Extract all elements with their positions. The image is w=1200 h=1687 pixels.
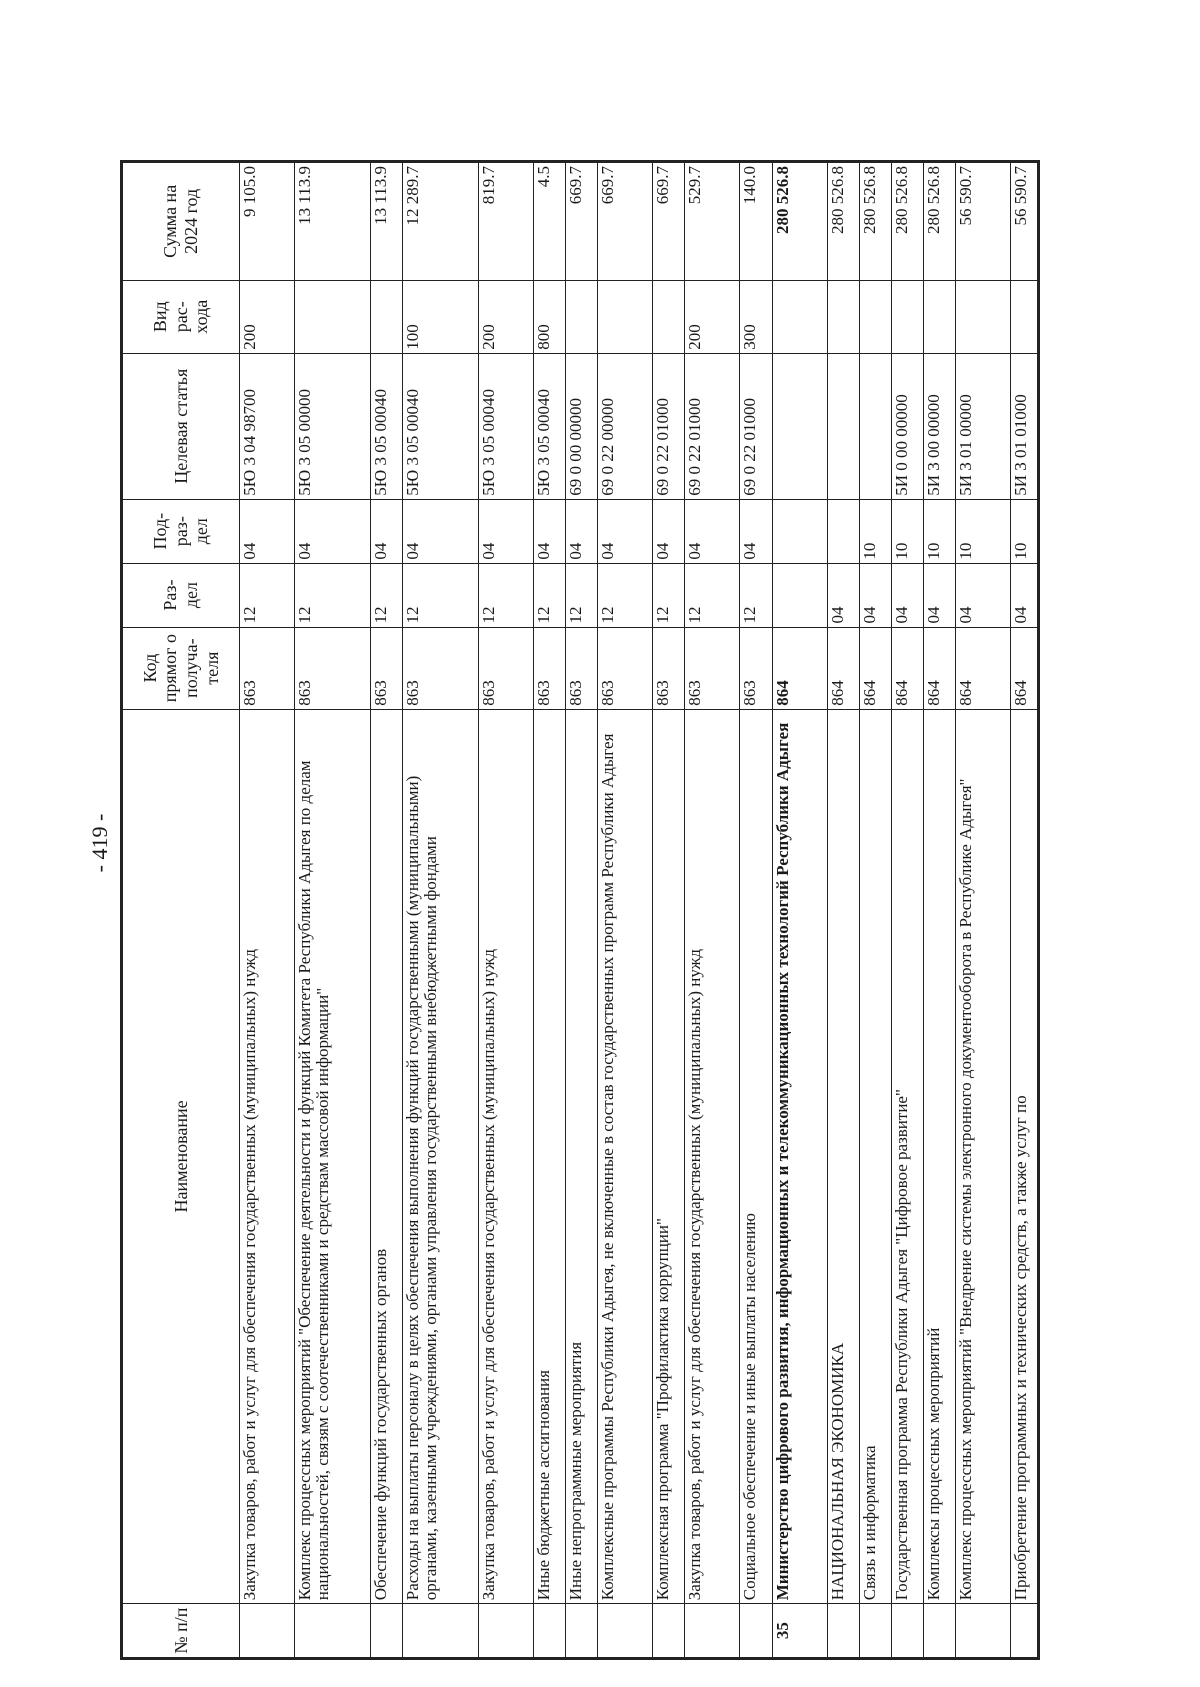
row-sum: 280 526.8	[827, 162, 859, 281]
row-number	[598, 1604, 653, 1659]
row-target-article: 5Ю 3 04 98700	[240, 353, 295, 499]
row-number	[240, 1604, 295, 1659]
table-row	[740, 162, 772, 1659]
table-header-row	[122, 162, 240, 1659]
row-target-article	[827, 353, 859, 499]
header-name: Наименование	[122, 709, 240, 1604]
header-sum: Сумма на 2024 год	[122, 162, 240, 281]
table-row	[240, 162, 295, 1659]
row-number: 35	[772, 1604, 827, 1659]
row-expense-type: 300	[740, 280, 772, 353]
row-section	[772, 563, 827, 627]
row-name: Комплексная программа "Профилактика коррупции"	[653, 709, 685, 1604]
row-expense-type	[295, 280, 371, 353]
row-subsection: 10	[1011, 499, 1039, 563]
table-row	[403, 162, 479, 1659]
row-recipient-code: 863	[370, 627, 402, 709]
row-sum: 4.5	[533, 162, 565, 281]
row-subsection: 04	[598, 499, 653, 563]
row-target-article: 5Ю 3 05 00040	[478, 353, 533, 499]
row-subsection: 10	[924, 499, 956, 563]
row-subsection: 04	[653, 499, 685, 563]
row-section: 04	[956, 563, 1011, 627]
row-recipient-code: 863	[740, 627, 772, 709]
row-name: Комплекс процессных мероприятий "Внедрение системы электронного документооборота в Республике Адыгея"	[956, 709, 1011, 1604]
budget-table-frame	[120, 160, 1040, 1660]
row-expense-type	[653, 280, 685, 353]
row-section: 12	[240, 563, 295, 627]
row-number	[924, 1604, 956, 1659]
row-target-article: 69 0 22 00000	[598, 353, 653, 499]
row-expense-type	[891, 280, 923, 353]
row-name: Иные бюджетные ассигнования	[533, 709, 565, 1604]
row-number	[478, 1604, 533, 1659]
row-section: 12	[533, 563, 565, 627]
row-sum: 12 289.7	[403, 162, 479, 281]
row-expense-type	[1011, 280, 1039, 353]
row-target-article	[772, 353, 827, 499]
row-recipient-code: 863	[295, 627, 371, 709]
table-row	[924, 162, 956, 1659]
row-sum: 669.7	[566, 162, 598, 281]
row-subsection: 10	[891, 499, 923, 563]
row-expense-type: 200	[478, 280, 533, 353]
row-sum: 819.7	[478, 162, 533, 281]
row-recipient-code: 864	[772, 627, 827, 709]
row-subsection	[827, 499, 859, 563]
row-sum: 56 590.7	[1011, 162, 1039, 281]
row-number	[685, 1604, 740, 1659]
row-expense-type	[772, 280, 827, 353]
row-target-article: 5И 3 01 00000	[956, 353, 1011, 499]
row-recipient-code: 863	[685, 627, 740, 709]
row-section: 04	[891, 563, 923, 627]
table-row	[956, 162, 1011, 1659]
row-name: Обеспечение функций государственных органов	[370, 709, 402, 1604]
row-section: 04	[924, 563, 956, 627]
row-sum: 280 526.8	[859, 162, 891, 281]
table-row	[598, 162, 653, 1659]
row-sum: 56 590.7	[956, 162, 1011, 281]
row-number	[956, 1604, 1011, 1659]
row-section: 12	[740, 563, 772, 627]
row-recipient-code: 863	[240, 627, 295, 709]
row-expense-type	[827, 280, 859, 353]
row-number	[403, 1604, 479, 1659]
row-subsection: 04	[403, 499, 479, 563]
row-section: 12	[598, 563, 653, 627]
row-sum: 280 526.8	[924, 162, 956, 281]
table-row	[370, 162, 402, 1659]
row-sum: 13 113.9	[370, 162, 402, 281]
row-name: Приобретение программных и технических средств, а также услуг по	[1011, 709, 1039, 1604]
row-section: 12	[653, 563, 685, 627]
row-subsection: 10	[859, 499, 891, 563]
header-target: Целевая статья	[122, 353, 240, 499]
row-section: 04	[1011, 563, 1039, 627]
row-recipient-code: 864	[891, 627, 923, 709]
row-target-article: 69 0 00 00000	[566, 353, 598, 499]
row-subsection: 04	[533, 499, 565, 563]
row-expense-type: 200	[240, 280, 295, 353]
row-number	[566, 1604, 598, 1659]
row-expense-type: 800	[533, 280, 565, 353]
row-section: 04	[827, 563, 859, 627]
row-sum: 9 105.0	[240, 162, 295, 281]
row-target-article: 5Ю 3 05 00040	[370, 353, 402, 499]
row-subsection: 04	[240, 499, 295, 563]
row-name: Комплексные программы Республики Адыгея, не включенные в состав государственных программ Республики Адыгея	[598, 709, 653, 1604]
row-number	[533, 1604, 565, 1659]
table-row	[478, 162, 533, 1659]
row-section: 12	[295, 563, 371, 627]
row-subsection	[772, 499, 827, 563]
header-subsection: Под- раз- дел	[122, 499, 240, 563]
row-target-article: 69 0 22 01000	[685, 353, 740, 499]
row-number	[891, 1604, 923, 1659]
header-section: Раз- дел	[122, 563, 240, 627]
row-target-article: 5Ю 3 05 00000	[295, 353, 371, 499]
row-sum: 140.0	[740, 162, 772, 281]
table-row	[772, 162, 827, 1659]
table-row	[685, 162, 740, 1659]
row-name: Закупка товаров, работ и услуг для обеспечения государственных (муниципальных) нужд	[240, 709, 295, 1604]
row-name: Закупка товаров, работ и услуг для обеспечения государственных (муниципальных) нужд	[685, 709, 740, 1604]
budget-table	[120, 160, 1040, 1660]
table-row	[827, 162, 859, 1659]
row-recipient-code: 863	[566, 627, 598, 709]
row-sum: 280 526.8	[891, 162, 923, 281]
row-name: Комплексы процессных мероприятий	[924, 709, 956, 1604]
row-target-article: 5Ю 3 05 00040	[403, 353, 479, 499]
row-subsection: 04	[740, 499, 772, 563]
row-recipient-code: 864	[924, 627, 956, 709]
row-subsection: 04	[295, 499, 371, 563]
row-target-article	[859, 353, 891, 499]
table-row	[891, 162, 923, 1659]
row-expense-type	[370, 280, 402, 353]
table-row	[859, 162, 891, 1659]
row-section: 12	[685, 563, 740, 627]
row-recipient-code: 864	[859, 627, 891, 709]
row-expense-type	[956, 280, 1011, 353]
table-row	[653, 162, 685, 1659]
row-name: Государственная программа Республики Адыгея "Цифровое развитие"	[891, 709, 923, 1604]
row-name: Расходы на выплаты персоналу в целях обеспечения выполнения функций государственными (муниципальными) органами, казенными учреждениями, органами управления государственными внебюджетными фондами	[403, 709, 479, 1604]
table-row	[1011, 162, 1039, 1659]
row-sum: 13 113.9	[295, 162, 371, 281]
row-recipient-code: 863	[403, 627, 479, 709]
header-no: № п/п	[122, 1604, 240, 1659]
row-recipient-code: 863	[653, 627, 685, 709]
row-recipient-code: 863	[598, 627, 653, 709]
row-expense-type	[566, 280, 598, 353]
row-subsection: 04	[370, 499, 402, 563]
row-number	[1011, 1604, 1039, 1659]
row-section: 04	[859, 563, 891, 627]
row-name: Закупка товаров, работ и услуг для обеспечения государственных (муниципальных) нужд	[478, 709, 533, 1604]
row-target-article: 5Ю 3 05 00040	[533, 353, 565, 499]
row-section: 12	[478, 563, 533, 627]
row-target-article: 5И 0 00 00000	[891, 353, 923, 499]
row-target-article: 69 0 22 01000	[653, 353, 685, 499]
row-expense-type: 100	[403, 280, 479, 353]
row-sum: 669.7	[653, 162, 685, 281]
row-recipient-code: 863	[478, 627, 533, 709]
row-sum: 669.7	[598, 162, 653, 281]
row-number	[295, 1604, 371, 1659]
header-recipient: Код прямог о получа- теля	[122, 627, 240, 709]
row-expense-type	[859, 280, 891, 353]
row-recipient-code: 863	[533, 627, 565, 709]
row-recipient-code: 864	[1011, 627, 1039, 709]
header-exptype: Вид рас- хода	[122, 280, 240, 353]
row-sum: 529.7	[685, 162, 740, 281]
row-number	[740, 1604, 772, 1659]
table-row	[533, 162, 565, 1659]
row-recipient-code: 864	[827, 627, 859, 709]
row-section: 12	[566, 563, 598, 627]
row-name: Министерство цифрового развития, информационных и телекоммуникационных технологий Республики Адыгея	[772, 709, 827, 1604]
row-sum: 280 526.8	[772, 162, 827, 281]
row-name: Связь и информатика	[859, 709, 891, 1604]
row-expense-type	[598, 280, 653, 353]
table-body	[240, 162, 1039, 1659]
row-subsection: 04	[685, 499, 740, 563]
row-number	[827, 1604, 859, 1659]
table-row	[295, 162, 371, 1659]
row-number	[370, 1604, 402, 1659]
row-name: НАЦИОНАЛЬНАЯ ЭКОНОМИКА	[827, 709, 859, 1604]
row-number	[859, 1604, 891, 1659]
table-row	[566, 162, 598, 1659]
row-number	[653, 1604, 685, 1659]
row-section: 12	[403, 563, 479, 627]
row-expense-type	[924, 280, 956, 353]
row-target-article: 69 0 22 01000	[740, 353, 772, 499]
row-subsection: 10	[956, 499, 1011, 563]
row-name: Иные непрограммные мероприятия	[566, 709, 598, 1604]
row-subsection: 04	[566, 499, 598, 563]
row-name: Социальное обеспечение и иные выплаты населению	[740, 709, 772, 1604]
row-name: Комплекс процессных мероприятий "Обеспечение деятельности и функций Комитета Республики Адыгея по делам национальностей, связям с соотечественниками и средствам массовой информации"	[295, 709, 371, 1604]
row-target-article: 5И 3 01 01000	[1011, 353, 1039, 499]
page-number-text: - 419 -	[87, 813, 112, 873]
row-recipient-code: 864	[956, 627, 1011, 709]
row-target-article: 5И 3 00 00000	[924, 353, 956, 499]
row-expense-type: 200	[685, 280, 740, 353]
row-subsection: 04	[478, 499, 533, 563]
row-section: 12	[370, 563, 402, 627]
